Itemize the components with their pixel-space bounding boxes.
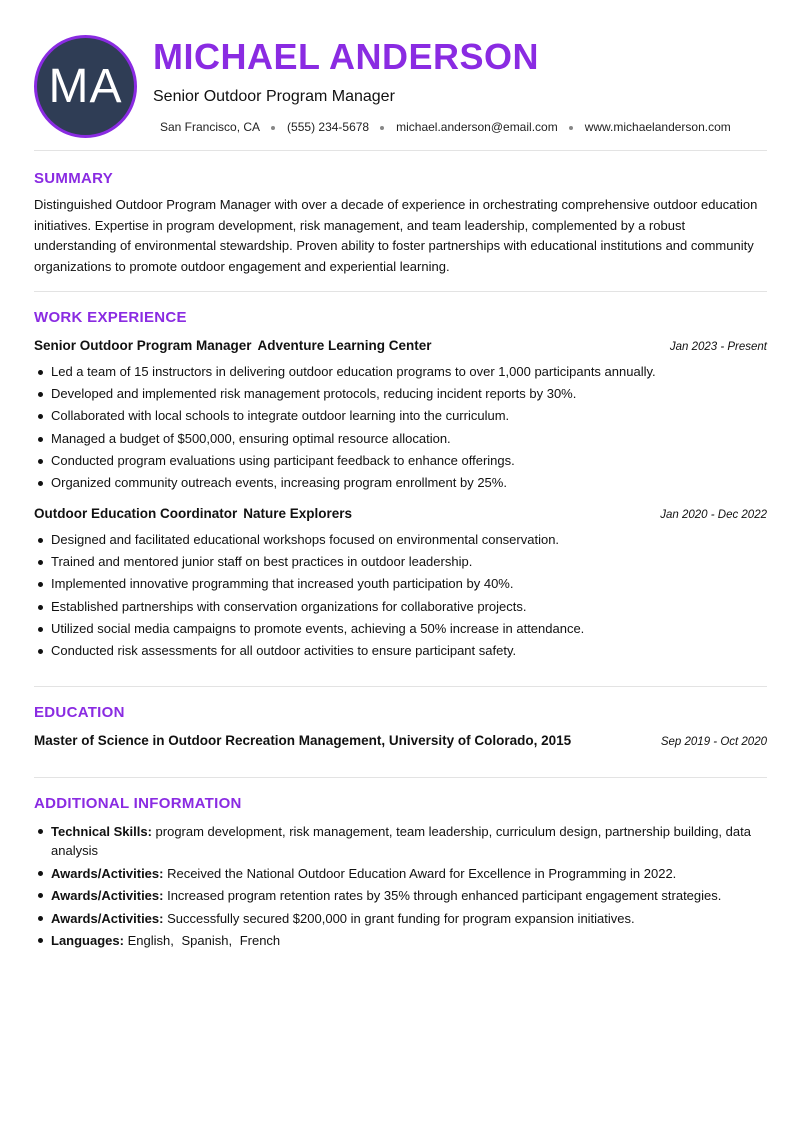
list-item: Established partnerships with conservation organizations for collaborative projects.	[34, 596, 769, 618]
education-entry	[34, 733, 767, 748]
language: English,	[127, 933, 174, 948]
list-item: Utilized social media campaigns to promote events, achieving a 50% increase in attendance.	[34, 618, 769, 640]
candidate-title: Senior Outdoor Program Manager	[153, 88, 395, 105]
divider	[34, 291, 767, 292]
languages-label: Languages:	[51, 933, 124, 948]
job-dates: Jan 2023 - Present	[669, 341, 767, 353]
experience-heading: WORK EXPERIENCE	[34, 309, 187, 326]
divider	[34, 150, 767, 151]
item-label: Awards/Activities:	[51, 888, 164, 903]
education-heading: EDUCATION	[34, 704, 125, 721]
separator-dot	[380, 126, 384, 130]
divider	[34, 777, 767, 778]
item-label: Awards/Activities:	[51, 865, 164, 881]
contact-website[interactable]: www.michaelanderson.com	[584, 120, 731, 134]
divider	[34, 686, 767, 687]
item-label: Technical Skills:	[51, 824, 152, 839]
job-bullets	[34, 529, 769, 662]
job-header	[34, 338, 767, 353]
education-dates: Sep 2019 - Oct 2020	[660, 736, 767, 748]
language: French	[239, 933, 281, 948]
list-item: Implemented innovative programming that increased youth participation by 40%.	[34, 573, 769, 595]
list-item: Developed and implemented risk management protocols, reducing incident reports by 30%.	[34, 383, 769, 405]
separator-dot	[569, 126, 573, 130]
list-item	[34, 886, 769, 905]
additional-heading: ADDITIONAL INFORMATION	[34, 795, 242, 812]
list-item: Collaborated with local schools to integrate outdoor learning into the curriculum.	[34, 405, 769, 427]
job-title-line	[34, 506, 352, 521]
list-item: Designed and facilitated educational workshops focused on environmental conservation.	[34, 529, 769, 551]
item-text: Successfully secured $200,000 in grant funding for program expansion initiatives.	[163, 910, 635, 926]
contact-email[interactable]: michael.anderson@email.com	[396, 120, 558, 134]
avatar-initials: MA	[48, 60, 123, 113]
list-item: Organized community outreach events, increasing program enrollment by 25%.	[34, 472, 769, 494]
list-item: Managed a budget of $500,000, ensuring optimal resource allocation.	[34, 428, 769, 450]
separator-dot	[271, 126, 275, 130]
list-item	[34, 909, 769, 928]
job-role: Outdoor Education Coordinator	[34, 506, 238, 521]
job-title-line	[34, 338, 432, 353]
list-item: Led a team of 15 instructors in delivering outdoor education programs to over 1,000 participants annually.	[34, 361, 769, 383]
languages-item	[34, 931, 769, 950]
contact-bar	[160, 120, 731, 134]
job-company: Nature Explorers	[243, 506, 353, 521]
contact-phone: (555) 234-5678	[287, 120, 370, 134]
education-degree: Master of Science in Outdoor Recreation Management, University of Colorado, 2015	[34, 733, 572, 748]
candidate-name: MICHAEL ANDERSON	[153, 36, 540, 77]
list-item: Conducted program evaluations using participant feedback to enhance offerings.	[34, 450, 769, 472]
list-item	[34, 864, 769, 883]
item-text: program development, risk management, team leadership, curriculum design, partnership building, data analysis	[51, 824, 751, 858]
summary-text: Distinguished Outdoor Program Manager with over a decade of experience in orchestrating comprehensive outdoor education initiatives. Expertise in program development, risk management, and team leadership, complemented by a robust understanding of environmental stewardship. Proven ability to foster partnerships with educational institutions and community organizations to promote outdoor engagement and experiential learning.	[34, 197, 758, 274]
item-label: Awards/Activities:	[51, 910, 164, 926]
job-role: Senior Outdoor Program Manager	[34, 338, 252, 353]
language: Spanish,	[181, 933, 233, 948]
list-item: Conducted risk assessments for all outdoor activities to ensure participant safety.	[34, 640, 769, 662]
job-dates: Jan 2020 - Dec 2022	[660, 509, 767, 521]
job-company: Adventure Learning Center	[257, 338, 432, 353]
contact-location: San Francisco, CA	[160, 120, 261, 134]
item-text: Received the National Outdoor Education Award for Excellence in Programming in 2022.	[163, 865, 677, 881]
job-header	[34, 506, 767, 521]
item-text: Increased program retention rates by 35% through enhanced participant engagement strategies.	[163, 888, 722, 903]
summary-heading: SUMMARY	[34, 170, 114, 187]
avatar	[34, 35, 137, 138]
list-item: Trained and mentored junior staff on best practices in outdoor leadership.	[34, 551, 769, 573]
job-bullets	[34, 361, 769, 494]
list-item	[34, 822, 769, 860]
additional-list	[34, 822, 769, 954]
